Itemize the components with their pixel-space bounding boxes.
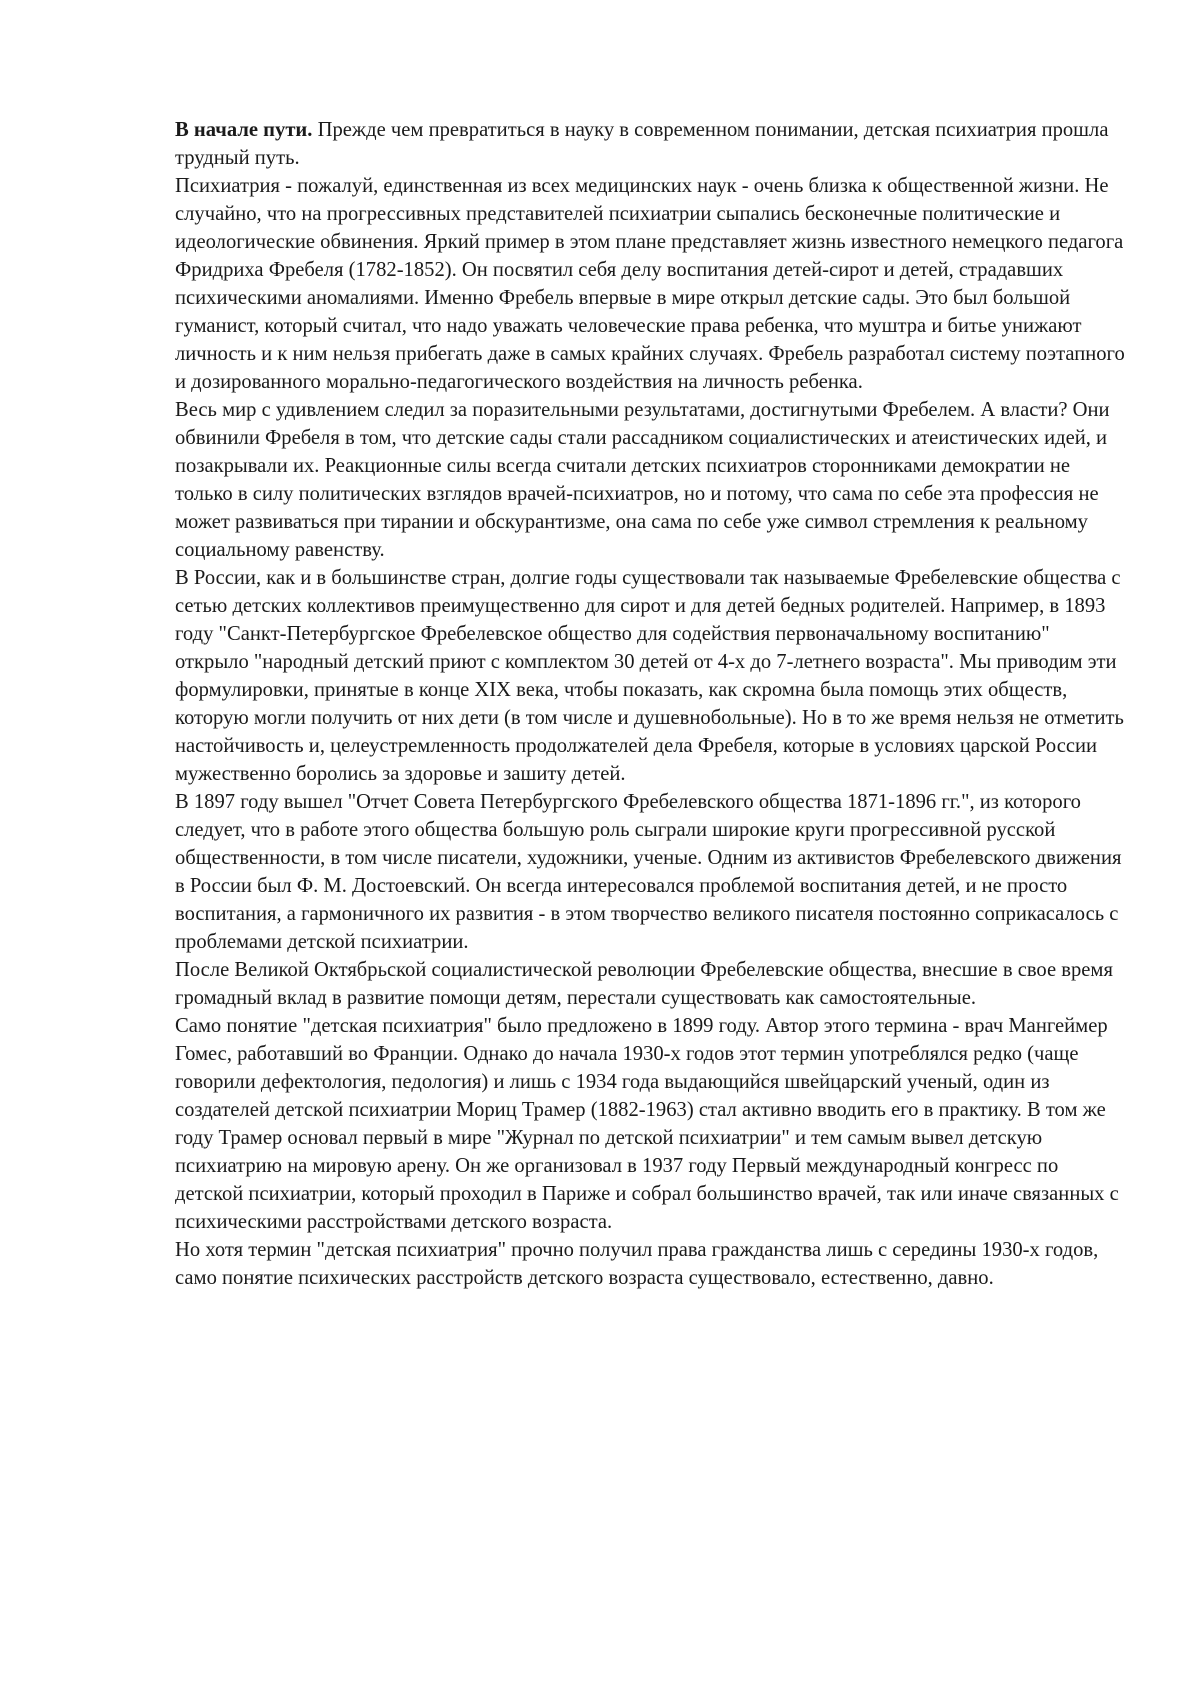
paragraph-conclusion: Но хотя термин "детская психиатрия" прочно получил права гражданства лишь с середины 1930-х годов, само понятие психических расстройств детского возраста существовало, естественно, давно.	[175, 1239, 1099, 1289]
paragraph-psychiatry-society: Психиатрия - пожалуй, единственная из всех медицинских наук - очень близка к общественной жизни. Не случайно, что на прогрессивных представителей психиатрии сыпались бесконечные политические и идеологические обвинения. Яркий пример в этом плане представляет жизнь известного немецкого педагога Фридриха Фребеля (1782-1852). Он посвятил себя делу воспитания детей-сирот и детей, страдавших психическими аномалиями. Именно Фребель впервые в мире открыл детские сады. Это был большой гуманист, который считал, что надо уважать человеческие права ребенка, что муштра и битье унижают личность и к ним нельзя прибегать даже в самых крайних случаях. Фребель разработал систему поэтапного и дозированного морально-педагогического воздействия на личность ребенка.	[175, 175, 1125, 393]
paragraph-text: Прежде чем превратиться в науку в современном понимании, детская психиатрия прошла трудный путь.	[175, 119, 1109, 169]
document-page	[175, 116, 1127, 1292]
paragraph-report-1897: В 1897 году вышел "Отчет Совета Петербургского Фребелевского общества 1871-1896 гг.", из которого следует, что в работе этого общества большую роль сыграли широкие круги прогрессивной русской общественности, в том числе писатели, художники, ученые. Одним из активистов Фребелевского движения в России был Ф. М. Достоевский. Он всегда интересовался проблемой воспитания детей, и не просто воспитания, а гармоничного их развития - в этом творчество великого писателя постоянно соприкасалось с проблемами детской психиатрии.	[175, 791, 1122, 953]
paragraph-russia-societies: В России, как и в большинстве стран, долгие годы существовали так называемые Фребелевские общества с сетью детских коллективов преимущественно для сирот и для детей бедных родителей. Например, в 1893 году "Санкт-Петербургское Фребелевское общество для содействия первоначальному воспитанию" открыло "народный детский приют с комплектом 30 детей от 4-х до 7-летнего возраста". Мы приводим эти формулировки, принятые в конце XIX века, чтобы показать, как скромна была помощь этих обществ, которую могли получить от них дети (в том числе и душевнобольные). Но в то же время нельзя не отметить настойчивость и, целеустремленность продолжателей дела Фребеля, которые в условиях царской России мужественно боролись за здоровье и зашиту детей.	[175, 567, 1124, 785]
section-heading: В начале пути.	[175, 119, 313, 141]
paragraph-world-watched: Весь мир с удивлением следил за поразительными результатами, достигнутыми Фребелем. А власти? Они обвинили Фребеля в том, что детские сады стали рассадником социалистических и атеистических идей, и позакрывали их. Реакционные силы всегда считали детских психиатров сторонниками демократии не только в силу политических взглядов врачей-психиатров, но и потому, что сама по себе эта профессия не может развиваться при тирании и обскурантизме, она сама по себе уже символ стремления к реальному социальному равенству.	[175, 399, 1110, 561]
paragraph-after-revolution: После Великой Октябрьской социалистической революции Фребелевские общества, внесшие в свое время громадный вклад в развитие помощи детям, перестали существовать как самостоятельные.	[175, 959, 1113, 1009]
paragraph-intro	[175, 116, 1127, 172]
paragraph-term-origin: Само понятие "детская психиатрия" было предложено в 1899 году. Автор этого термина - врач Мангеймер Гомес, работавший во Франции. Однако до начала 1930-х годов этот термин употреблялся редко (чаще говорили дефектология, педология) и лишь с 1934 года выдающийся швейцарский ученый, один из создателей детской психиатрии Мориц Трамер (1882-1963) стал активно вводить его в практику. В том же году Трамер основал первый в мире "Журнал по детской психиатрии" и тем самым вывел детскую психиатрию на мировую арену. Он же организовал в 1937 году Первый международный конгресс по детской психиатрии, который проходил в Париже и собрал большинство врачей, так или иначе связанных с психическими расстройствами детского возраста.	[175, 1015, 1119, 1233]
